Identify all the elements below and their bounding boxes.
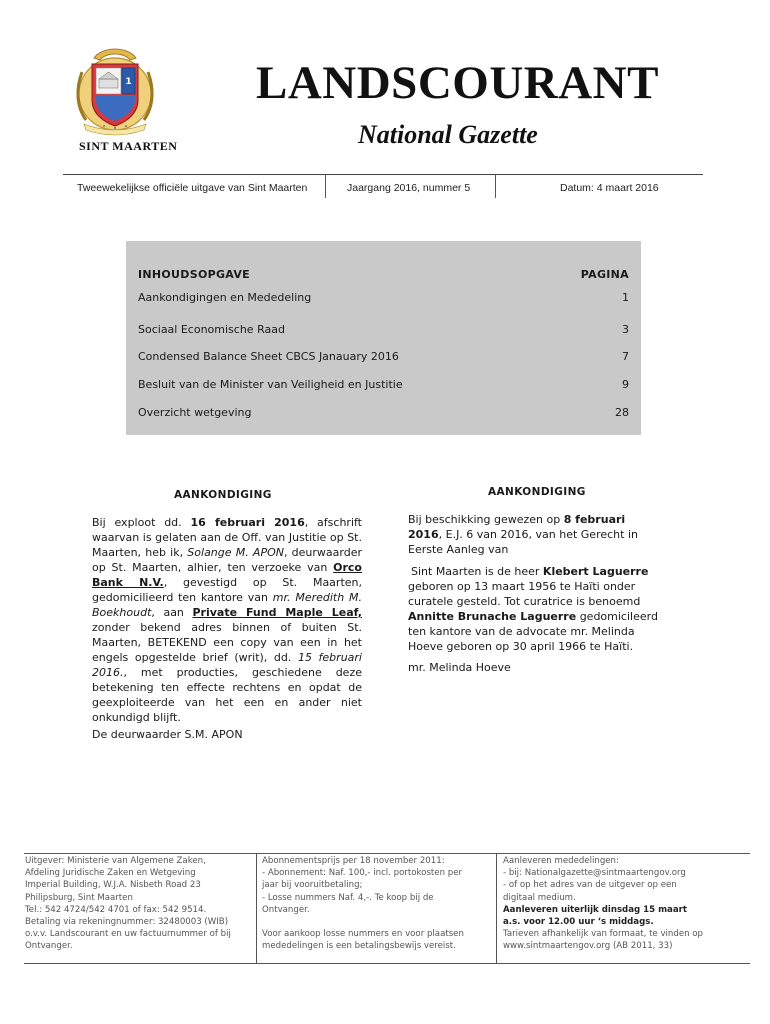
toc-item-page: 3 [622, 323, 629, 336]
toc-item-page: 7 [622, 350, 629, 363]
country-name: SINT MAARTEN [79, 139, 178, 153]
toc-item[interactable] [138, 291, 629, 304]
toc-item-label: Besluit van de Minister van Veiligheid en Justitie [138, 378, 403, 391]
right-notice-signature: mr. Melinda Hoeve [408, 661, 511, 674]
toc-page-heading: PAGINA [580, 268, 629, 281]
volume-number: Jaargang 2016, nummer 5 [347, 182, 471, 194]
table-of-contents [126, 241, 641, 435]
toc-item-label: Aankondigingen en Mededeling [138, 291, 312, 304]
footer-rule-bottom [24, 963, 750, 964]
svg-text:1: 1 [125, 77, 132, 87]
toc-item-page: 1 [622, 291, 629, 304]
left-notice-body: Bij exploot dd. 16 februari 2016, afschrift waarvan is gelaten aan de Off. van Justitie op St. Maarten, heb ik, Solange M. APON, deurwaarder op St. Maarten, alhier, ten verzoeke van Orco Bank N.V., gevestigd op St. Maarten, gedomicilieerd ten kantore van mr. Meredith M. Boekhoudt, aan Private Fund Maple Leaf, zonder bekend adres binnen of buiten St. Maarten, BETEKEND een copy van een in het engels opgestelde brief (writ), dd. 15 februari 2016., met producties, geschiedene deze betekening ten effecte rechtens en opdat de geexploiteerde van het een en ander niet onkundigd blijft. [92, 516, 362, 724]
footer-divider-2 [496, 853, 497, 963]
footer-divider-1 [256, 853, 257, 963]
toc-item[interactable] [138, 406, 629, 419]
toc-item-label: Condensed Balance Sheet CBCS Janauary 2016 [138, 350, 399, 363]
header-rule-top [63, 174, 703, 175]
toc-item[interactable] [138, 350, 629, 363]
footer-rule-top [24, 853, 750, 854]
toc-item-label: Sociaal Economische Raad [138, 323, 285, 336]
toc-item-page: 9 [622, 378, 629, 391]
toc-item[interactable] [138, 323, 629, 336]
header-divider-1 [325, 174, 326, 198]
right-notice-paragraph-1: Bij beschikking gewezen op 8 februari 2016, E.J. 6 van 2016, van het Gerecht in Eerste Aanleg van [408, 513, 638, 556]
footer-publisher: Uitgever: Ministerie van Algemene Zaken, Afdeling Juridische Zaken en Wetgeving Imperial Building, W.J.A. Nisbeth Road 23 Philipsburg, Sint Maarten Tel.: 542 4724/542 4701 of fax: 542 9514. Betaling via rekeningnummer: 32480003 (WIB) o.v.v. Landscourant en uw factuurnummer of bij Ontvanger. [25, 856, 231, 952]
publication-frequency: Tweewekelijkse officiële uitgave van Sint Maarten [77, 182, 308, 194]
left-notice-title: AANKONDIGING [174, 489, 272, 501]
footer-subscription: Abonnementsprijs per 18 november 2011: - Abonnement: Naf. 100,- incl. portokosten per jaar bij vooruitbetaling; - Losse nummers Naf. 4,-. Te koop bij de Ontvanger. Voor aankoop losse nummers en voor plaatsen mededelingen is een betalingsbewijs vereist. [262, 856, 464, 952]
masthead-title: LANDSCOURANT [256, 57, 659, 109]
header-divider-2 [495, 174, 496, 198]
right-notice-title: AANKONDIGING [488, 486, 586, 498]
toc-item[interactable] [138, 378, 629, 391]
footer-submissions: Aanleveren mededelingen: - bij: Nationalgazette@sintmaartengov.org - of op het adres van de uitgever op een digitaal medium. Aanleveren uiterlijk dinsdag 15 maart a.s. voor 12.00 uur ‘s middags. Tarieven afhankelijk van formaat, te vinden op www.sintmaartengov.org (AB 2011, 33) [503, 856, 704, 952]
toc-item-page: 28 [615, 406, 629, 419]
right-notice-paragraph-2: Sint Maarten is de heer Klebert Laguerre geboren op 13 maart 1956 te Haïti onder curatele gesteld. Tot curatrice is benoemd Annitte Brunache Laguerre gedomicileerd ten kantore van de advocate mr. Melinda Hoeve geboren op 30 april 1966 te Haïti. [408, 565, 658, 653]
toc-heading: INHOUDSOPGAVE [138, 268, 250, 281]
issue-date: Datum: 4 maart 2016 [560, 182, 659, 194]
toc-item-label: Overzicht wetgeving [138, 406, 252, 419]
left-notice-signature: De deurwaarder S.M. APON [92, 728, 243, 741]
coat-of-arms-icon [74, 44, 156, 136]
masthead-subtitle: National Gazette [358, 120, 538, 149]
